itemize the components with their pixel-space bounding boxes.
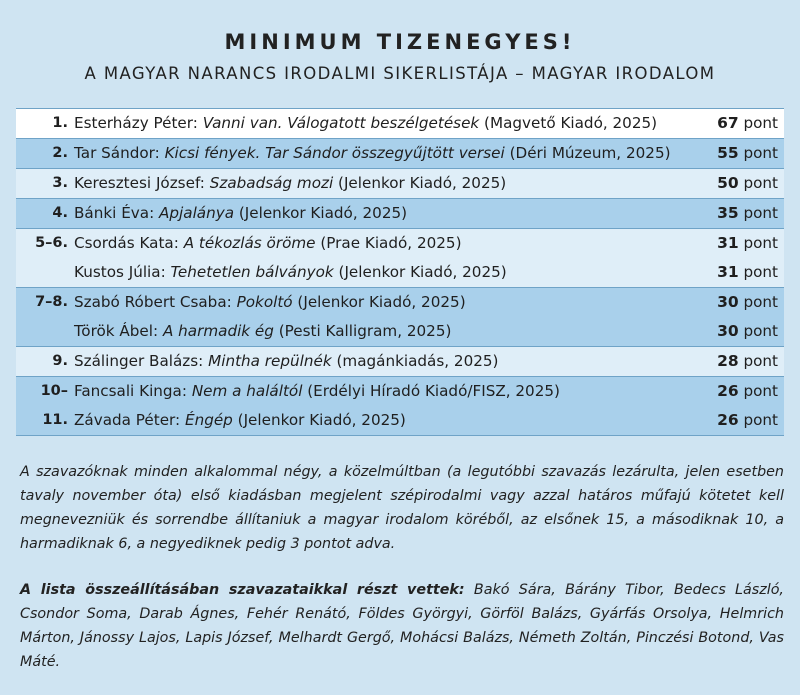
rank-number: 3. bbox=[52, 175, 68, 191]
list-subtitle: A MAGYAR NARANCS IRODALMI SIKERLISTÁJA – MAGYAR IRODALOM bbox=[84, 64, 716, 83]
points-unit: pont bbox=[738, 114, 778, 132]
list-item bbox=[16, 288, 784, 317]
points-value: 30 bbox=[717, 322, 739, 340]
rank-number: 1. bbox=[52, 115, 68, 131]
points-value: 31 bbox=[717, 234, 739, 252]
publisher: (Jelenkor Kiadó, 2025) bbox=[333, 174, 507, 192]
list-item bbox=[16, 139, 784, 168]
author-name: Tar Sándor: bbox=[74, 144, 165, 162]
publisher: (Déri Múzeum, 2025) bbox=[504, 144, 671, 162]
rank-group-5-6 bbox=[16, 229, 784, 288]
book-entry bbox=[74, 406, 406, 435]
rank-group-9 bbox=[16, 347, 784, 377]
rank-group-10-11 bbox=[16, 377, 784, 436]
author-name: Török Ábel: bbox=[74, 322, 163, 340]
rank-number: 5–6. bbox=[35, 235, 68, 251]
points-unit: pont bbox=[738, 352, 778, 370]
points-value: 67 bbox=[717, 114, 739, 132]
book-entry bbox=[74, 199, 407, 228]
points bbox=[717, 377, 778, 406]
points-unit: pont bbox=[738, 144, 778, 162]
points-value: 50 bbox=[717, 174, 739, 192]
list-item bbox=[16, 406, 784, 435]
publisher: (Pesti Kalligram, 2025) bbox=[273, 322, 452, 340]
book-title: Nem a haláltól bbox=[191, 382, 303, 400]
points bbox=[717, 347, 778, 376]
points bbox=[717, 139, 778, 168]
points-value: 26 bbox=[717, 382, 739, 400]
book-title: Vanni van. Válogatott beszélgetések bbox=[202, 114, 480, 132]
book-entry bbox=[74, 139, 671, 168]
points bbox=[717, 169, 778, 198]
author-name: Szálinger Balázs: bbox=[74, 352, 209, 370]
points-unit: pont bbox=[738, 411, 778, 429]
points-unit: pont bbox=[738, 293, 778, 311]
points bbox=[717, 229, 778, 258]
list-item bbox=[16, 169, 784, 198]
rank-number: 7–8. bbox=[35, 294, 68, 310]
points-unit: pont bbox=[738, 263, 778, 281]
author-name: Csordás Kata: bbox=[74, 234, 184, 252]
points-unit: pont bbox=[738, 174, 778, 192]
points-value: 28 bbox=[717, 352, 739, 370]
list-title: MINIMUM TIZENEGYES! bbox=[224, 30, 576, 54]
voters-names: Bakó Sára, Bárány Tibor, Bedecs László, Csondor Soma, Darab Ágnes, Fehér Renátó, Földes Györgyi, Görföl Balázs, Gyárfás Orsolya, Helmrich Márton, Jánossy Lajos, Lapis József, Melhardt Gergő, Mohácsi Balázs, Németh Zoltán, Pinczési Botond, Vas Máté. bbox=[20, 582, 784, 670]
list-item bbox=[16, 109, 784, 138]
points-unit: pont bbox=[738, 382, 778, 400]
book-title: Apjalánya bbox=[159, 204, 235, 222]
publisher: (Magvető Kiadó, 2025) bbox=[479, 114, 658, 132]
publisher: (Jelenkor Kiadó, 2025) bbox=[232, 411, 406, 429]
book-entry bbox=[74, 169, 506, 198]
author-name: Kustos Júlia: bbox=[74, 263, 171, 281]
book-title: A tékozlás öröme bbox=[183, 234, 316, 252]
rank-number: 10–11. bbox=[40, 383, 68, 428]
book-entry bbox=[74, 288, 466, 317]
publisher: (Jelenkor Kiadó, 2025) bbox=[234, 204, 408, 222]
author-name: Esterházy Péter: bbox=[74, 114, 203, 132]
book-entry bbox=[74, 258, 507, 287]
points bbox=[717, 406, 778, 435]
rank-group-3 bbox=[16, 169, 784, 199]
list-item bbox=[16, 199, 784, 228]
points-value: 26 bbox=[717, 411, 739, 429]
rank-group-1 bbox=[16, 109, 784, 139]
book-entry bbox=[74, 347, 498, 376]
points-unit: pont bbox=[738, 322, 778, 340]
book-title: Kicsi fények. Tar Sándor összegyűjtött versei bbox=[164, 144, 505, 162]
points-value: 35 bbox=[717, 204, 739, 222]
book-entry bbox=[74, 317, 451, 346]
publisher: (Prae Kiadó, 2025) bbox=[315, 234, 462, 252]
book-title: Mintha repülnék bbox=[208, 352, 332, 370]
points-unit: pont bbox=[738, 204, 778, 222]
rank-group-4 bbox=[16, 199, 784, 229]
list-item bbox=[16, 347, 784, 376]
publisher: (magánkiadás, 2025) bbox=[331, 352, 499, 370]
points bbox=[717, 317, 778, 346]
rank-group-7-8 bbox=[16, 288, 784, 347]
author-name: Szabó Róbert Csaba: bbox=[74, 293, 237, 311]
author-name: Závada Péter: bbox=[74, 411, 185, 429]
publisher: (Jelenkor Kiadó, 2025) bbox=[333, 263, 507, 281]
points bbox=[717, 288, 778, 317]
rank-number: 4. bbox=[52, 205, 68, 221]
points-value: 31 bbox=[717, 263, 739, 281]
points-unit: pont bbox=[738, 234, 778, 252]
points-value: 30 bbox=[717, 293, 739, 311]
book-title: Pokoltó bbox=[236, 293, 293, 311]
points bbox=[717, 109, 778, 138]
list-item bbox=[16, 229, 784, 258]
book-entry bbox=[74, 109, 657, 138]
book-entry bbox=[74, 377, 560, 406]
voting-rules-note: A szavazóknak minden alkalommal négy, a közelmúltban (a legutóbbi szavazás lezárulta, jelen esetben tavaly november óta) első kiadásban megjelent szépirodalmi vagy azzal határos műfajú kötetet kell megnevezniük és sorrendbe állítaniuk a magyar irodalom köréből, az elsőnek 15, a másodiknak 10, a harmadiknak 6, a negyediknek pedig 3 pontot adva. bbox=[20, 464, 784, 552]
rank-number: 2. bbox=[52, 145, 68, 161]
book-title: Éngép bbox=[184, 411, 233, 429]
list-item bbox=[16, 317, 784, 346]
ranking-list bbox=[16, 108, 784, 436]
publisher: (Erdélyi Híradó Kiadó/FISZ, 2025) bbox=[302, 382, 560, 400]
points bbox=[717, 258, 778, 287]
list-item bbox=[16, 258, 784, 287]
publisher: (Jelenkor Kiadó, 2025) bbox=[292, 293, 466, 311]
points-value: 55 bbox=[717, 144, 739, 162]
book-title: Tehetetlen bálványok bbox=[170, 263, 334, 281]
book-title: Szabadság mozi bbox=[209, 174, 334, 192]
author-name: Keresztesi József: bbox=[74, 174, 210, 192]
voters-paragraph bbox=[20, 578, 784, 674]
book-title: A harmadik ég bbox=[162, 322, 274, 340]
voters-lead: A lista összeállításában szavazataikkal részt vettek: bbox=[20, 582, 465, 598]
author-name: Bánki Éva: bbox=[74, 204, 160, 222]
points bbox=[717, 199, 778, 228]
rank-number: 9. bbox=[52, 353, 68, 369]
rank-group-2 bbox=[16, 139, 784, 169]
author-name: Fancsali Kinga: bbox=[74, 382, 192, 400]
book-entry bbox=[74, 229, 462, 258]
